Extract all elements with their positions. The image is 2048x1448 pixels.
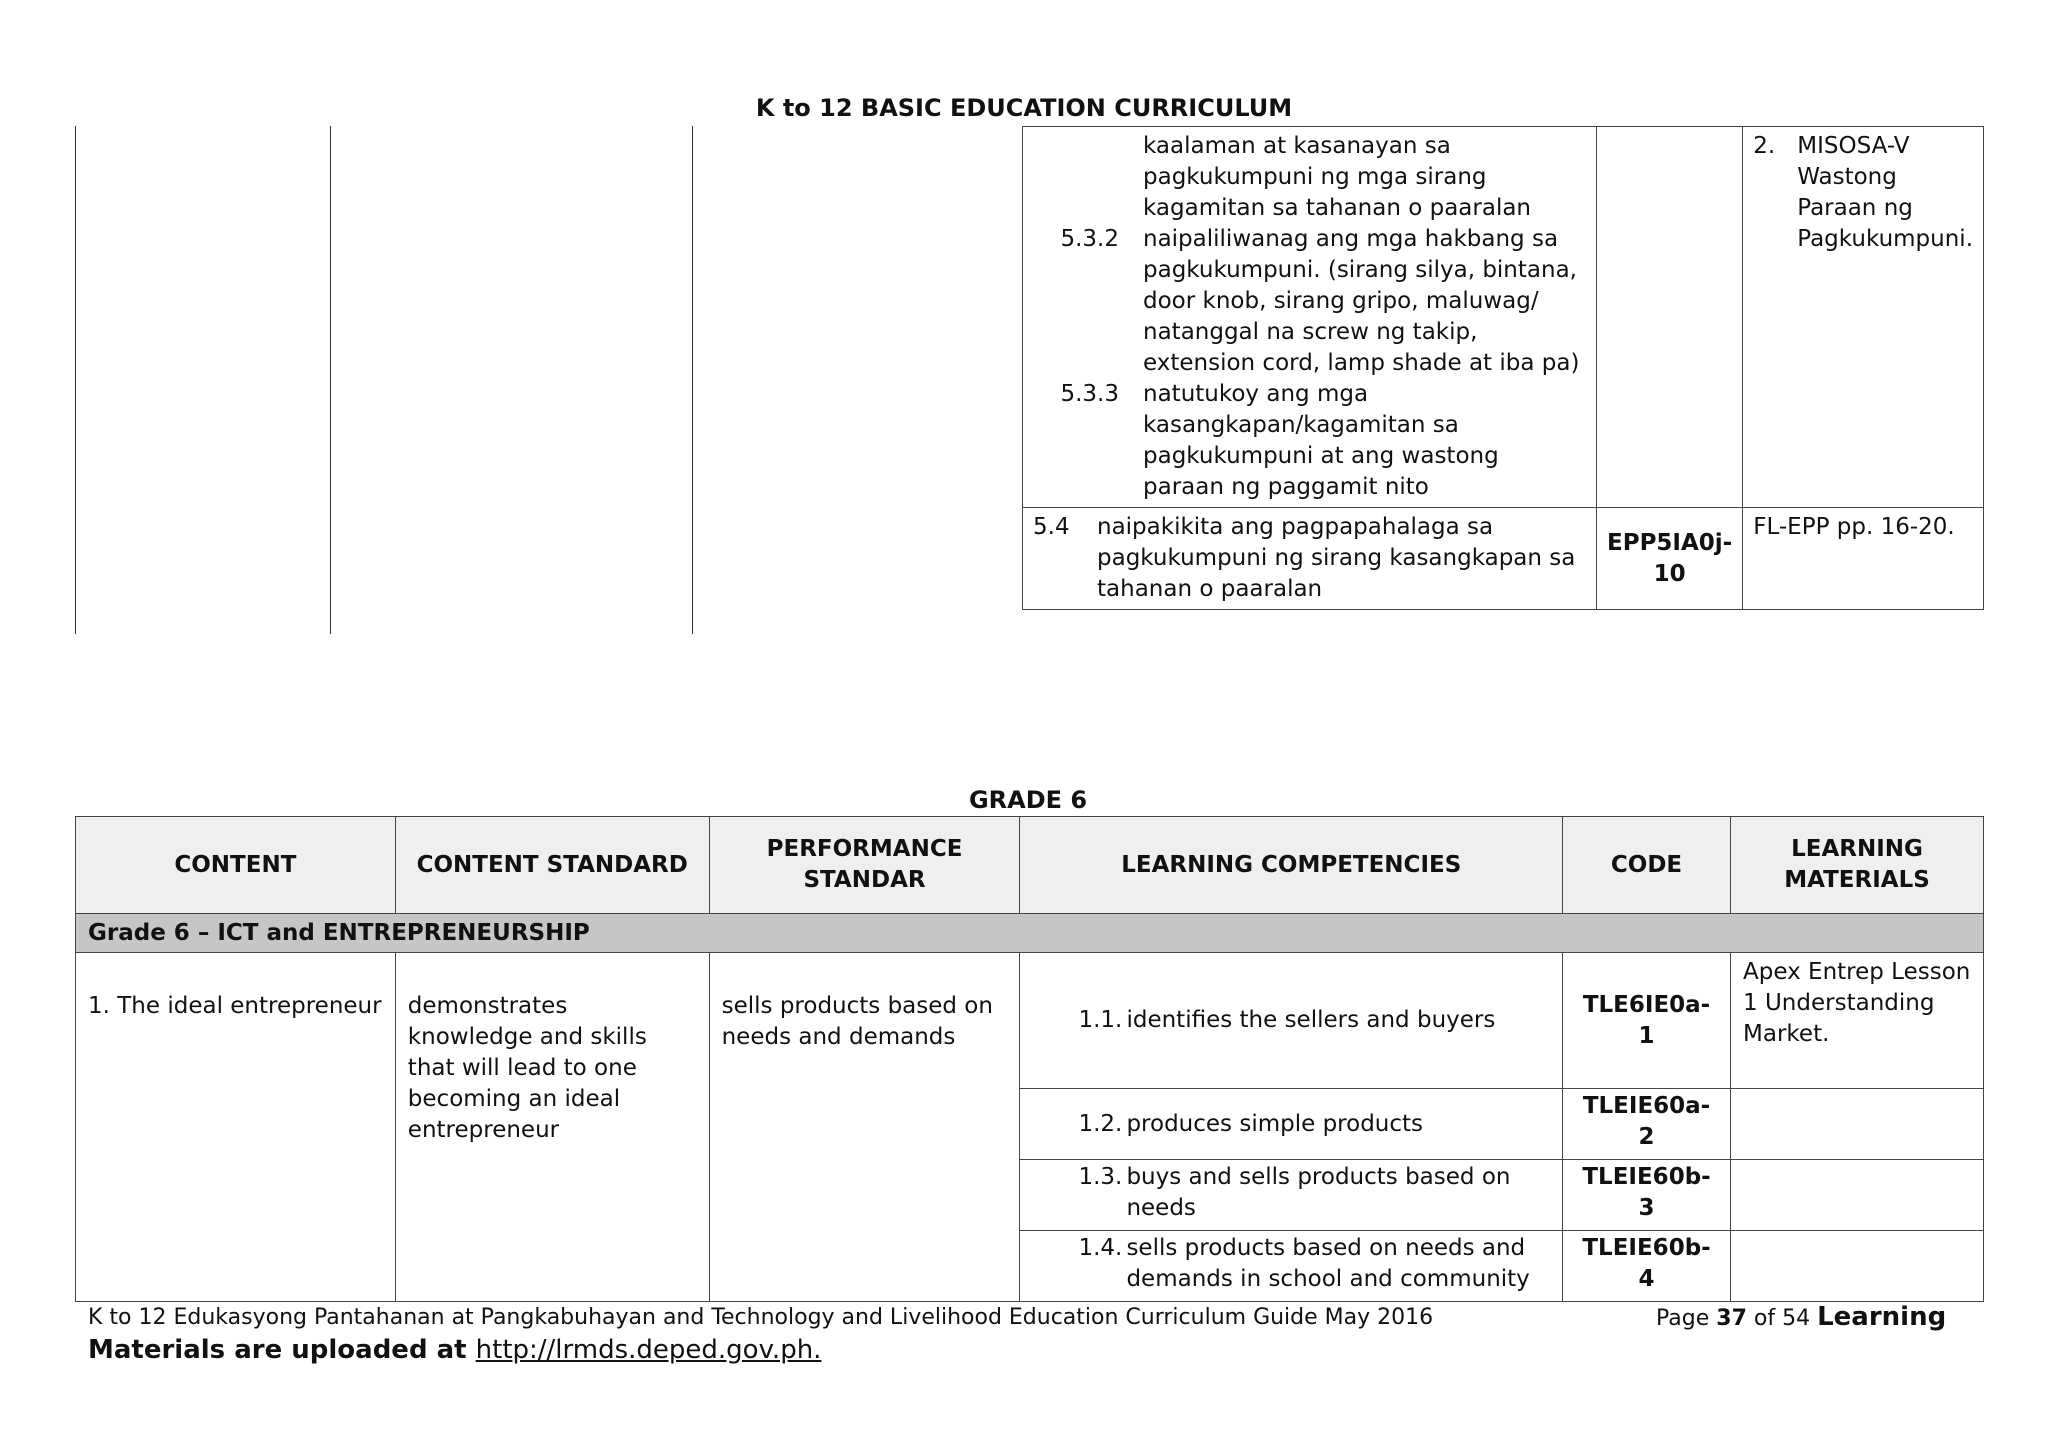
header-materials: LEARNING MATERIALS (1731, 817, 1984, 914)
materials-cell: 2. MISOSA-V Wastong Paraan ng Pagkukumpuni. (1743, 127, 1984, 508)
code-cell: TLEIE60b-3 (1563, 1160, 1731, 1231)
competencies-cell (1023, 127, 1597, 508)
code-cell: TLE6IE0a-1 (1563, 953, 1731, 1089)
materials-cell: Apex Entrep Lesson 1 Understanding Market. (1731, 953, 1984, 1089)
competency-item: 5.3.2 naipaliliwanag ang mga hakbang sa pagkukumpuni. (sirang silya, bintana, door knob, sirang gripo, maluwag/ natanggal na screw ng takip, extension cord, lamp shade at iba pa) (1060, 226, 1580, 376)
header-competencies: LEARNING COMPETENCIES (1020, 817, 1563, 914)
materials-cell (1731, 1231, 1984, 1302)
table-row (1023, 508, 1984, 610)
footer-materials: Materials are uploaded at http://lrmds.deped.gov.ph. (88, 1335, 822, 1365)
competency-cell: 1.3. buys and sells products based on needs (1020, 1160, 1563, 1231)
performance-cell: sells products based on needs and demands (709, 953, 1020, 1302)
column-divider (692, 126, 693, 634)
materials-cell (1731, 1160, 1984, 1231)
column-divider (75, 126, 76, 634)
competency-item: kaalaman at kasanayan sa pagkukumpuni ng mga sirang kagamitan sa tahanan o paaralan (1143, 133, 1532, 221)
code-cell: TLEIE60b-4 (1563, 1231, 1731, 1302)
materials-cell: FL-EPP pp. 16-20. (1743, 508, 1984, 610)
competency-cell: 1.2. produces simple products (1020, 1089, 1563, 1160)
header-code: CODE (1563, 817, 1731, 914)
table-row (76, 953, 1984, 1089)
page-number: Page 37 of 54 Learning (1656, 1302, 1947, 1332)
curriculum-table (75, 816, 1984, 1302)
content-standard-cell: demonstrates knowledge and skills that will lead to one becoming an ideal entrepreneur (395, 953, 709, 1302)
column-divider (330, 126, 331, 634)
section-title: GRADE 6 (968, 786, 1088, 814)
competency-item: 5.3.3 natutukoy ang mga kasangkapan/kagamitan sa pagkukumpuni at ang wastong paraan ng paggamit nito (1060, 381, 1499, 500)
header-performance: PERFORMANCE STANDAR (709, 817, 1020, 914)
header-content-standard: CONTENT STANDARD (395, 817, 709, 914)
page-title: K to 12 BASIC EDUCATION CURRICULUM (755, 94, 1293, 122)
competency-cell: 1.1. identifies the sellers and buyers (1020, 953, 1563, 1089)
footer-guide-text: K to 12 Edukasyong Pantahanan at Pangkabuhayan and Technology and Livelihood Education Curriculum Guide May 2016 (88, 1305, 1434, 1330)
table-row (1023, 127, 1984, 508)
header-content: CONTENT (76, 817, 396, 914)
code-cell: EPP5IA0j-10 (1597, 508, 1743, 610)
lrmds-link[interactable]: http://lrmds.deped.gov.ph. (475, 1335, 822, 1365)
materials-cell (1731, 1089, 1984, 1160)
competency-cell: 1.4. sells products based on needs and demands in school and community (1020, 1231, 1563, 1302)
competencies-cell: 5.4 naipakikita ang pagpapahalaga sa pagkukumpuni ng sirang kasangkapan sa tahanan o paaralan (1023, 508, 1597, 610)
content-cell: 1. The ideal entrepreneur (76, 953, 396, 1302)
continuation-table (1022, 126, 1984, 610)
code-cell (1597, 127, 1743, 508)
section-label: Grade 6 – ICT and ENTREPRENEURSHIP (76, 914, 1984, 953)
section-row (76, 914, 1984, 953)
code-cell: TLEIE60a-2 (1563, 1089, 1731, 1160)
table-header-row (76, 817, 1984, 914)
